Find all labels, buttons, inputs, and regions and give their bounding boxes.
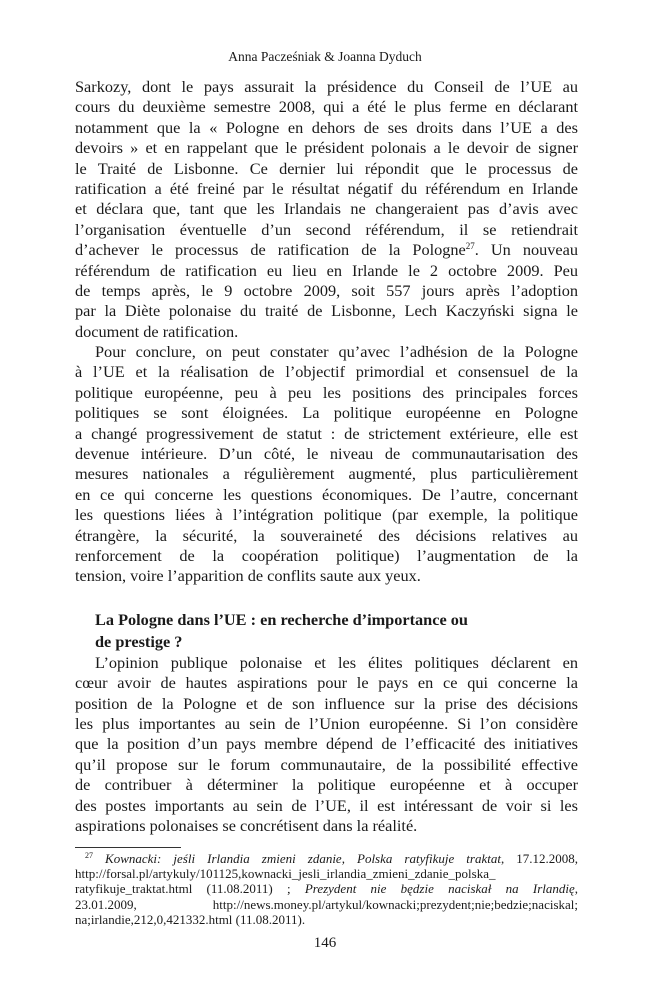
text-line: de temps après, le 9 octobre 2009, soit 557 jours après l’adoption [75, 280, 578, 300]
text-line: Sarkozy, dont le pays assurait la présidence du Conseil de l’UE au [75, 77, 578, 96]
footnote [75, 851, 578, 927]
text-line: tension, voire l’apparition de conflits saute aux yeux. [75, 566, 421, 586]
running-head: Anna Pacześniak & Joanna Dyduch [228, 49, 422, 64]
text-line: La Pologne dans l’UE : en recherche d’importance ou [95, 609, 468, 629]
text-line: devoirs » et en rappelant que le président polonais a le devoir de signer [75, 138, 578, 158]
text-line: 23.01.2009, http://news.money.pl/artykul/kownacki;prezydent;nie;bedzie;naciskal; [75, 896, 578, 912]
footnote-ref: 27 [465, 241, 475, 252]
text-line: L’opinion publique polonaise et les élites politiques déclarent en [95, 652, 578, 672]
text-line: que la position d’un pays membre dépend de l’efficacité des initiatives [75, 734, 578, 754]
text-segment: ratyfikuje_traktat.html (11.08.2011) ; [75, 881, 305, 897]
text-line: document de ratification. [75, 321, 239, 341]
text-line [75, 881, 578, 896]
text-segment: . Un nouveau [474, 240, 579, 260]
text-line: référendum de ratification eu lieu en Irlande le 2 octobre 2009. Peu [75, 260, 578, 280]
text-line: renforcement de la coopération politique) l’augmentation de la [75, 545, 578, 565]
text-line: les plus importantes au sein de l’Union européenne. Si l’on considère [75, 713, 578, 733]
text-segment: d’achever le processus de ratification de la Pologne [75, 240, 466, 260]
text-line: position de la Pologne et de son influence sur la prise des décisions [75, 693, 578, 713]
text-line: qu’il propose sur le forum communautaire, de la possibilité effective [75, 754, 578, 774]
text-segment: Kownacki: jeśli Irlandia zmieni zdanie, Polska ratyfikuje traktat [93, 851, 501, 866]
text-line: a changé progressivement de statut : de strictement extérieure, elle est [75, 423, 578, 443]
paragraph [75, 77, 578, 342]
text-line: à l’UE et la réalisation de l’objectif primordial et consensuel de la [75, 362, 578, 382]
text-line [75, 240, 578, 260]
section-heading [75, 609, 578, 653]
text-line: l’organisation éventuelle d’un second référendum, il se retiendrait [75, 219, 578, 239]
text-line: politique européenne, peu à peu les positions des principales forces [75, 382, 578, 402]
text-line: cœur avoir de hautes aspirations pour le pays en ce qui concerne la [75, 673, 578, 693]
text-segment: Prezydent nie będzie naciskał na Irlandię [304, 881, 575, 897]
paragraph [75, 342, 578, 587]
text-line: aspirations polonaises se concrétisent dans la réalité. [75, 815, 418, 835]
text-line: de contribuer à déterminer la politique européenne et à occuper [75, 775, 578, 795]
footnote-ref: 27 [85, 851, 93, 860]
page-number: 146 [313, 935, 337, 951]
text-line: en ce qui concerne les questions économiques. De l’autre, concernant [75, 484, 578, 504]
text-line: politiques se sont éloignées. La politique européenne en Pologne [75, 403, 578, 423]
text-line: de prestige ? [95, 631, 183, 651]
text-line: le Traité de Lisbonne. Ce dernier lui répondit que le processus de [75, 158, 578, 178]
text-line: et déclara que, tant que les Irlandais ne changeraient pas d’avis avec [75, 199, 578, 219]
text-line: mesures nationales a régulièrement augmenté, plus particulièrement [75, 464, 578, 484]
footnote-separator [75, 847, 181, 848]
text-line: notamment que la « Pologne en dehors de ses droits dans l’UE a des [75, 117, 578, 137]
text-line: ratification a été freiné par le résultat négatif du référendum en Irlande [75, 178, 578, 198]
text-line: Pour conclure, on peut constater qu’avec l’adhésion de la Pologne [95, 342, 578, 362]
text-line: par la Diète polonaise du traité de Lisbonne, Lech Kaczyński signa le [75, 301, 578, 321]
paragraph [75, 653, 578, 837]
text-line [75, 851, 578, 866]
text-line: des postes importants au sein de l’UE, il est intéressant de voir si les [75, 795, 578, 815]
text-line: devenue intérieure. D’un côté, le niveau de communautarisation des [75, 444, 578, 464]
text-line: http://forsal.pl/artykuly/101125,kownacki_jesli_irlandia_zmieni_zdanie_polska_ [75, 866, 496, 882]
text-line: les questions liées à l’intégration politique (par exemple, la politique [75, 505, 578, 525]
text-line: étrangère, la sécurité, la souveraineté des décisions relatives au [75, 525, 578, 545]
text-line: cours du deuxième semestre 2008, qui a été le plus ferme en déclarant [75, 97, 578, 117]
text-segment: , [574, 881, 578, 897]
body-text [75, 77, 578, 836]
text-segment: , 17.12.2008, [500, 851, 579, 866]
text-line: na;irlandie,212,0,421332.html (11.08.2011). [75, 911, 306, 927]
